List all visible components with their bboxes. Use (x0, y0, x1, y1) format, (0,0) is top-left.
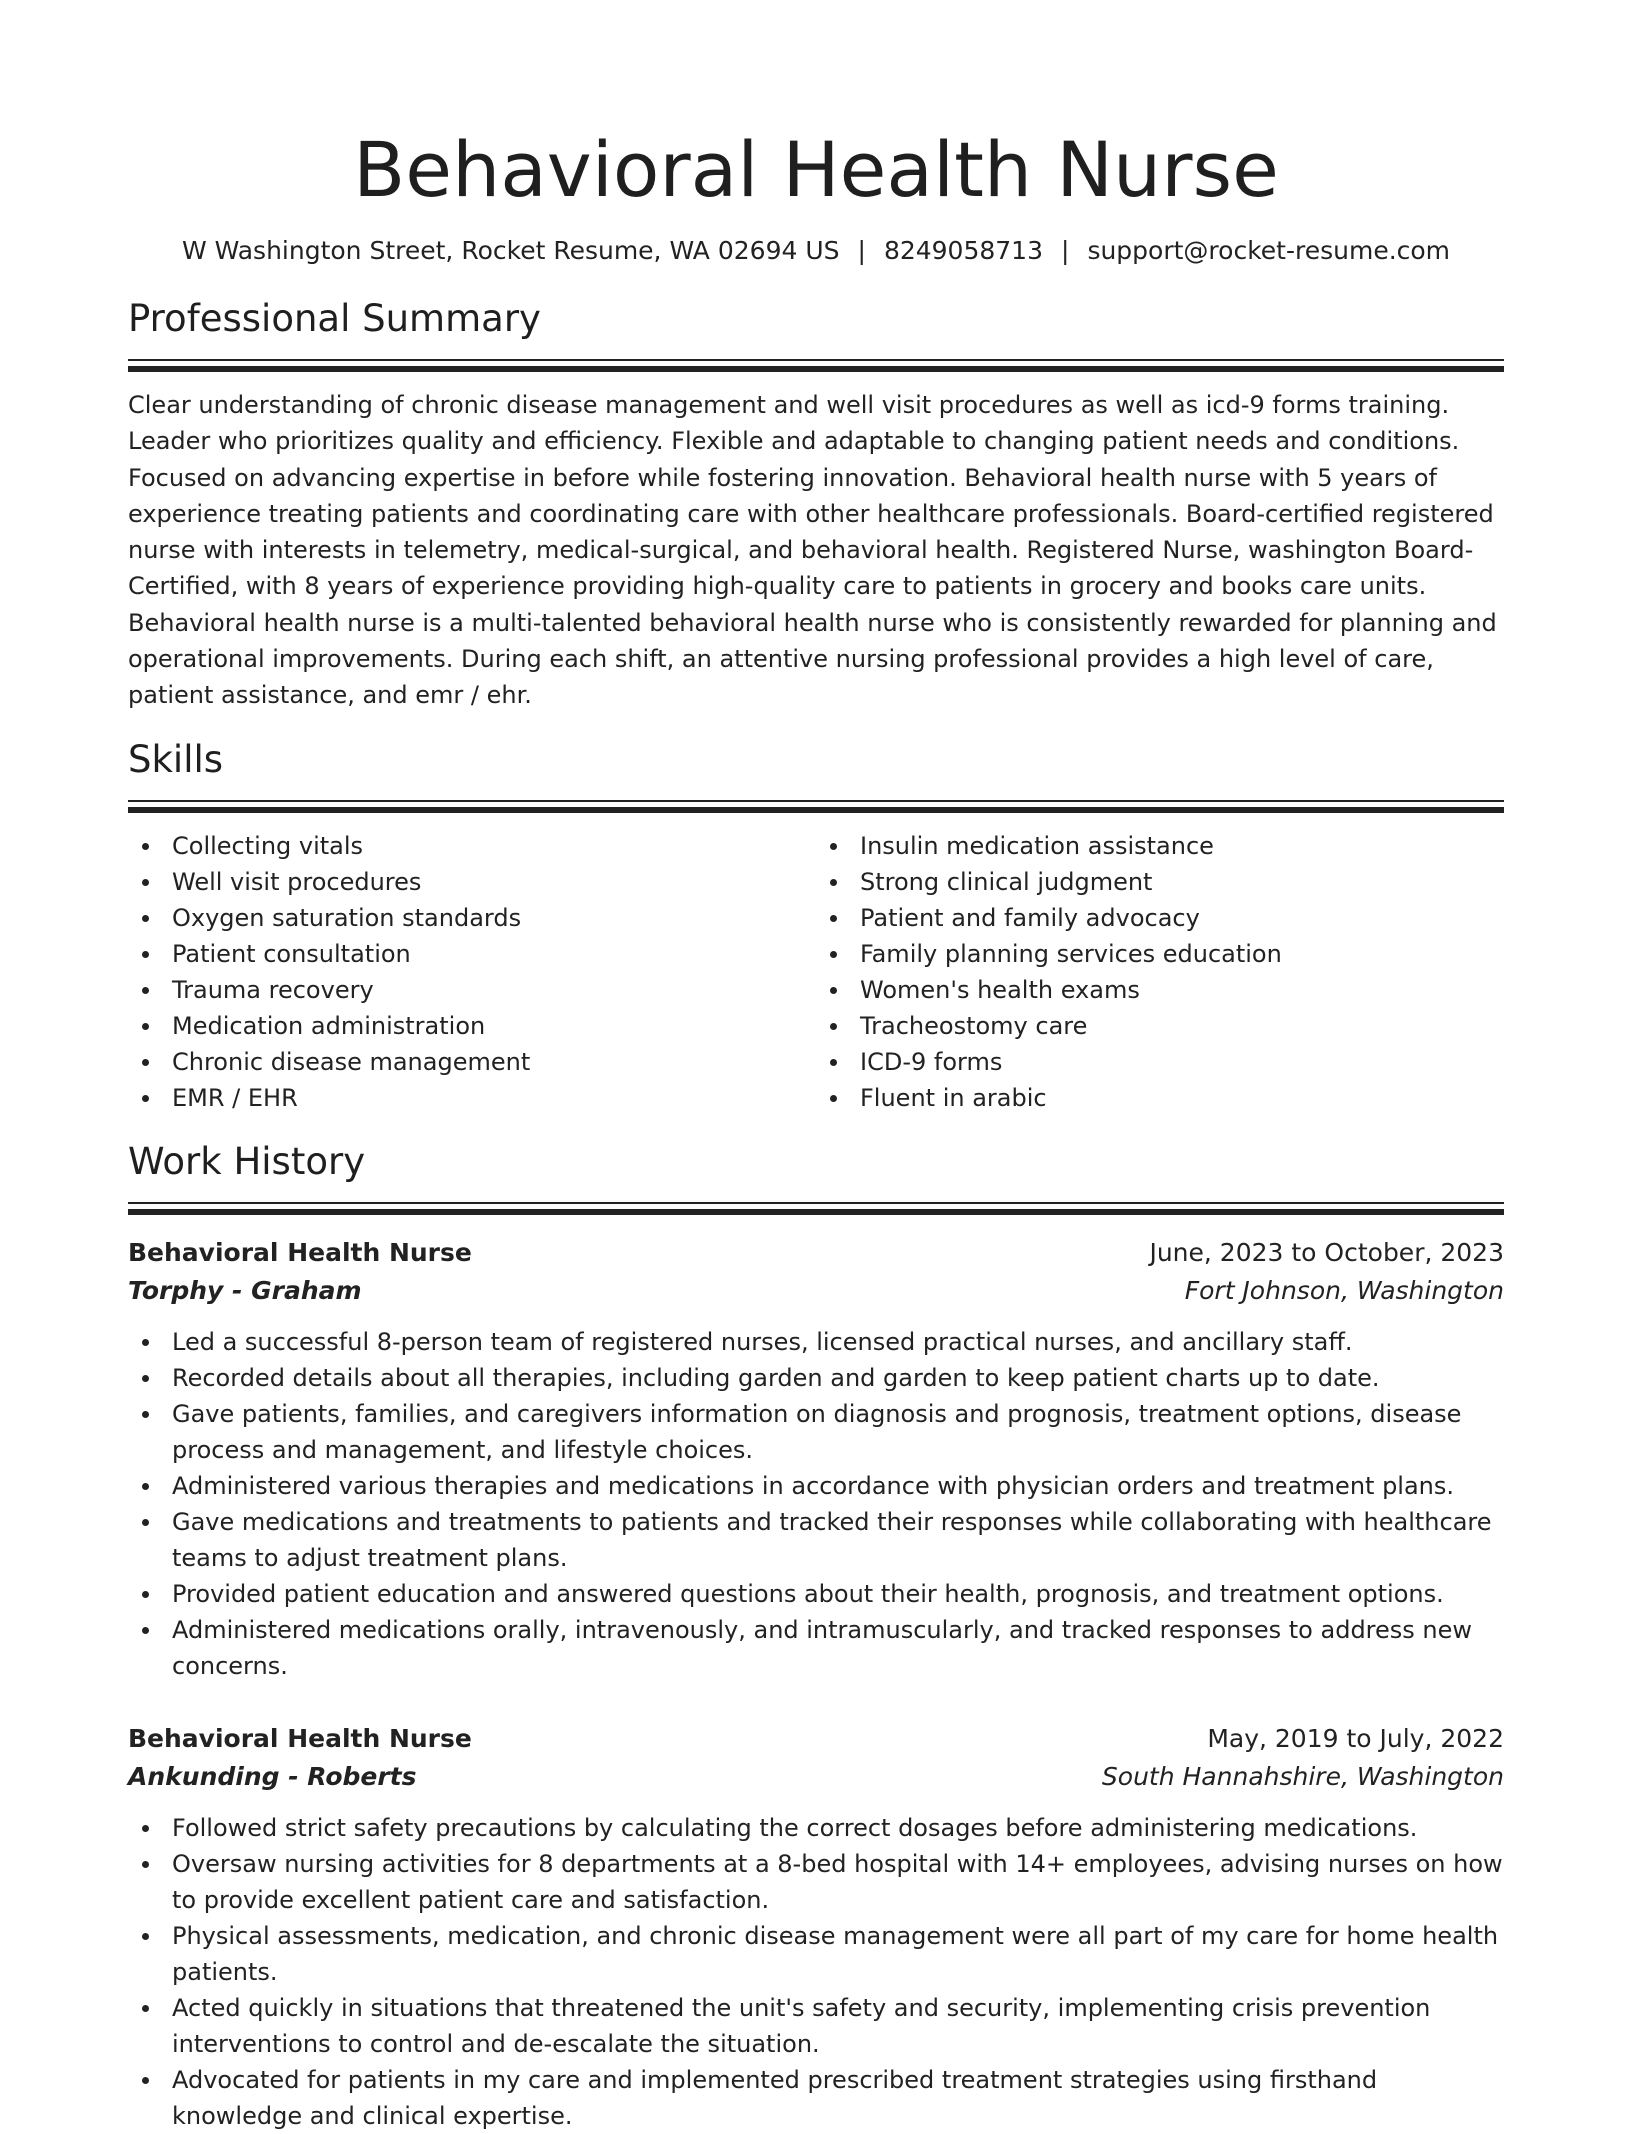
contact-phone: 8249058713 (883, 236, 1043, 265)
candidate-name: Behavioral Health Nurse (353, 125, 1279, 214)
job-list (128, 1234, 1504, 2134)
job-dates: May, 2019 to July, 2022 (1207, 1723, 1504, 1753)
section-title-summary: Professional Summary (128, 297, 541, 340)
job-header-row (128, 1720, 1504, 1758)
skill-item: ICD-9 forms (860, 1044, 1504, 1080)
skills-column-left (128, 828, 816, 1116)
resume-page (128, 120, 1504, 2134)
duty-item: Followed strict safety precautions by calculating the correct dosages before administering medications. (172, 1810, 1504, 1846)
job-sub-row (128, 1272, 1504, 1310)
duty-item: Administered various therapies and medications in accordance with physician orders and treatment plans. (172, 1468, 1504, 1504)
contact-email[interactable]: support@rocket-resume.com (1087, 236, 1451, 265)
duty-item: Led a successful 8-person team of registered nurses, licensed practical nurses, and ancillary staff. (172, 1324, 1504, 1360)
section-divider (128, 359, 1504, 373)
skill-item: Collecting vitals (172, 828, 816, 864)
contact-separator: | (1061, 236, 1070, 265)
section-divider (128, 1202, 1504, 1216)
contact-address: W Washington Street, Rocket Resume, WA 02694 US (181, 236, 840, 265)
skill-item: Women's health exams (860, 972, 1504, 1008)
duty-item: Recorded details about all therapies, including garden and garden to keep patient charts up to date. (172, 1360, 1504, 1396)
contact-line (128, 236, 1504, 265)
skill-item: Chronic disease management (172, 1044, 816, 1080)
skill-item: Patient and family advocacy (860, 900, 1504, 936)
duty-item: Oversaw nursing activities for 8 departments at a 8-bed hospital with 14+ employees, advising nurses on how to provide excellent patient care and satisfaction. (172, 1846, 1504, 1918)
duty-item: Gave medications and treatments to patients and tracked their responses while collaborating with healthcare teams to adjust treatment plans. (172, 1504, 1504, 1576)
skill-item: Medication administration (172, 1008, 816, 1044)
work-section (128, 1138, 1504, 2134)
job-header-row (128, 1234, 1504, 1272)
job-company: Ankunding - Roberts (128, 1761, 417, 1791)
job-dates: June, 2023 to October, 2023 (1149, 1237, 1504, 1267)
duty-item: Advocated for patients in my care and implemented prescribed treatment strategies using firsthand knowledge and clinical expertise. (172, 2062, 1504, 2134)
skill-item: Family planning services education (860, 936, 1504, 972)
job-entry (128, 1720, 1504, 2134)
job-entry (128, 1234, 1504, 1684)
duty-item: Physical assessments, medication, and chronic disease management were all part of my care for home health patients. (172, 1918, 1504, 1990)
summary-section (128, 295, 1504, 714)
skill-item: Well visit procedures (172, 864, 816, 900)
section-title-skills: Skills (128, 737, 224, 781)
section-divider (128, 800, 1504, 814)
section-title-work: Work History (128, 1139, 366, 1183)
summary-text: Clear understanding of chronic disease management and well visit procedures as well as icd-9 forms training. Leader who prioritizes quality and efficiency. Flexible and adaptable to changing patient needs and conditions. Focused on advancing expertise in before while fostering innovation. Behavioral health nurse with 5 years of experience treating patients and coordinating care with other healthcare professionals. Board-certified registered nurse with interests in telemetry, medical-surgical, and behavioral health. Registered Nurse, washington Board-Certified, with 8 years of experience providing high-quality care to patients in grocery and books care units. Behavioral health nurse is a multi-talented behavioral health nurse who is consistently rewarded for planning and operational improvements. During each shift, an attentive nursing professional provides a high level of care, patient assistance, and emr / ehr. (128, 391, 1497, 710)
duty-item: Administered medications orally, intravenously, and intramuscularly, and tracked responses to address new concerns. (172, 1612, 1504, 1684)
duty-item: Acted quickly in situations that threatened the unit's safety and security, implementing crisis prevention interventions to control and de-escalate the situation. (172, 1990, 1504, 2062)
job-duties (128, 1810, 1504, 2134)
skills-list (128, 828, 1504, 1116)
job-title: Behavioral Health Nurse (128, 1723, 472, 1753)
job-location: South Hannahshire, Washington (1101, 1761, 1504, 1791)
job-sub-row (128, 1758, 1504, 1796)
skills-section (128, 736, 1504, 1116)
skill-item: Insulin medication assistance (860, 828, 1504, 864)
job-title: Behavioral Health Nurse (128, 1237, 472, 1267)
skill-item: Patient consultation (172, 936, 816, 972)
skill-item: EMR / EHR (172, 1080, 816, 1116)
job-duties (128, 1324, 1504, 1684)
skill-item: Oxygen saturation standards (172, 900, 816, 936)
skill-item: Trauma recovery (172, 972, 816, 1008)
duty-item: Gave patients, families, and caregivers information on diagnosis and prognosis, treatment options, disease process and management, and lifestyle choices. (172, 1396, 1504, 1468)
skill-item: Strong clinical judgment (860, 864, 1504, 900)
duty-item: Provided patient education and answered questions about their health, prognosis, and treatment options. (172, 1576, 1504, 1612)
skill-item: Fluent in arabic (860, 1080, 1504, 1116)
contact-separator: | (857, 236, 866, 265)
skills-column-right (816, 828, 1504, 1116)
job-location: Fort Johnson, Washington (1184, 1275, 1504, 1305)
skill-item: Tracheostomy care (860, 1008, 1504, 1044)
job-company: Torphy - Graham (128, 1275, 362, 1305)
